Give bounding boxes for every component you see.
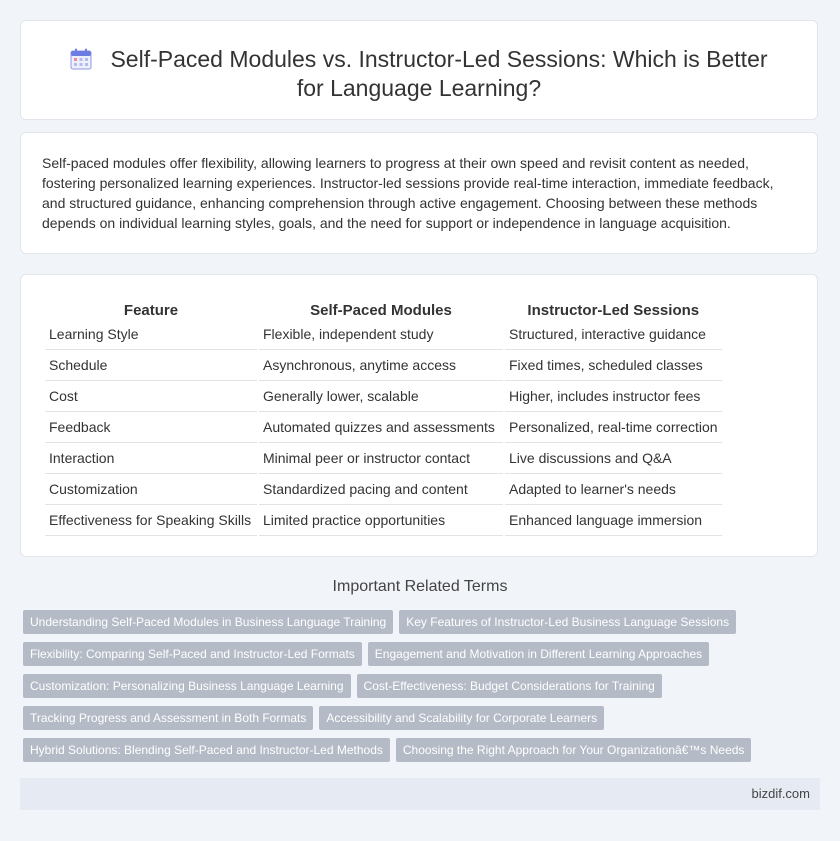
table-cell: Minimal peer or instructor contact bbox=[259, 443, 503, 474]
related-term-tag[interactable]: Flexibility: Comparing Self-Paced and Instructor-Led Formats bbox=[23, 642, 362, 666]
header-self-paced: Self-Paced Modules bbox=[310, 302, 452, 319]
table-cell: Schedule bbox=[45, 350, 257, 381]
table-row bbox=[45, 381, 722, 412]
table-header-row bbox=[45, 295, 722, 319]
tag-row bbox=[23, 610, 823, 634]
tag-row bbox=[23, 706, 823, 730]
table-cell: Adapted to learner's needs bbox=[505, 474, 722, 505]
related-term-tag[interactable]: Understanding Self-Paced Modules in Business Language Training bbox=[23, 610, 393, 634]
table-cell: Flexible, independent study bbox=[259, 319, 503, 350]
table-row bbox=[45, 474, 722, 505]
table-cell: Generally lower, scalable bbox=[259, 381, 503, 412]
related-term-tag[interactable]: Key Features of Instructor-Led Business Language Sessions bbox=[399, 610, 736, 634]
table-cell: Effectiveness for Speaking Skills bbox=[45, 505, 257, 536]
table-row bbox=[45, 443, 722, 474]
related-term-tag[interactable]: Accessibility and Scalability for Corporate Learners bbox=[319, 706, 604, 730]
table-cell: Feedback bbox=[45, 412, 257, 443]
table-cell: Asynchronous, anytime access bbox=[259, 350, 503, 381]
table-cell: Personalized, real-time correction bbox=[505, 412, 722, 443]
table-cell: Cost bbox=[45, 381, 257, 412]
summary-card bbox=[20, 132, 818, 254]
header-instructor-led: Instructor-Led Sessions bbox=[527, 302, 700, 319]
title-line-1: Self-Paced Modules vs. Instructor-Led Sessions: Which is Better bbox=[110, 46, 768, 72]
table-cell: Structured, interactive guidance bbox=[505, 319, 722, 350]
table-cell: Limited practice opportunities bbox=[259, 505, 503, 536]
table-cell: Live discussions and Q&A bbox=[505, 443, 722, 474]
table-cell: Learning Style bbox=[45, 319, 257, 350]
footer bbox=[20, 778, 820, 810]
table-row bbox=[45, 505, 722, 536]
title-line-2: for Language Learning? bbox=[296, 75, 542, 101]
table-cell: Standardized pacing and content bbox=[259, 474, 503, 505]
table-row bbox=[45, 319, 722, 350]
related-term-tag[interactable]: Hybrid Solutions: Blending Self-Paced and Instructor-Led Methods bbox=[23, 738, 390, 762]
header-feature: Feature bbox=[123, 302, 179, 319]
table-row bbox=[45, 412, 722, 443]
table-cell: Customization bbox=[45, 474, 257, 505]
related-terms-title: Important Related Terms bbox=[332, 578, 508, 595]
tag-row bbox=[23, 642, 823, 666]
title-card bbox=[20, 20, 818, 120]
table-cell: Fixed times, scheduled classes bbox=[505, 350, 722, 381]
related-term-tag[interactable]: Cost-Effectiveness: Budget Considerations for Training bbox=[357, 674, 662, 698]
related-term-tag[interactable]: Engagement and Motivation in Different Learning Approaches bbox=[368, 642, 709, 666]
related-terms-list bbox=[23, 610, 823, 770]
calendar-icon bbox=[70, 48, 92, 70]
table-row bbox=[45, 350, 722, 381]
footer-site-link[interactable]: bizdif.com bbox=[751, 786, 810, 801]
table-cell: Enhanced language immersion bbox=[505, 505, 722, 536]
related-term-tag[interactable]: Tracking Progress and Assessment in Both Formats bbox=[23, 706, 313, 730]
related-term-tag[interactable]: Choosing the Right Approach for Your Organizationâ€™s Needs bbox=[396, 738, 752, 762]
tag-row bbox=[23, 674, 823, 698]
tag-row bbox=[23, 738, 823, 762]
comparison-card bbox=[20, 274, 818, 557]
table-cell: Interaction bbox=[45, 443, 257, 474]
table-cell: Automated quizzes and assessments bbox=[259, 412, 503, 443]
comparison-table bbox=[43, 295, 724, 536]
table-cell: Higher, includes instructor fees bbox=[505, 381, 722, 412]
page-title bbox=[21, 45, 817, 103]
summary-text: Self-paced modules offer flexibility, allowing learners to progress at their own speed and revisit content as needed, fostering personalized learning experiences. Instructor-led sessions provide real-time interaction, immediate feedback, and structured guidance, enhancing comprehension through active engagement. Choosing between these methods depends on individual learning styles, goals, and the need for support or independence in language acquisition. bbox=[42, 155, 774, 231]
related-term-tag[interactable]: Customization: Personalizing Business Language Learning bbox=[23, 674, 351, 698]
